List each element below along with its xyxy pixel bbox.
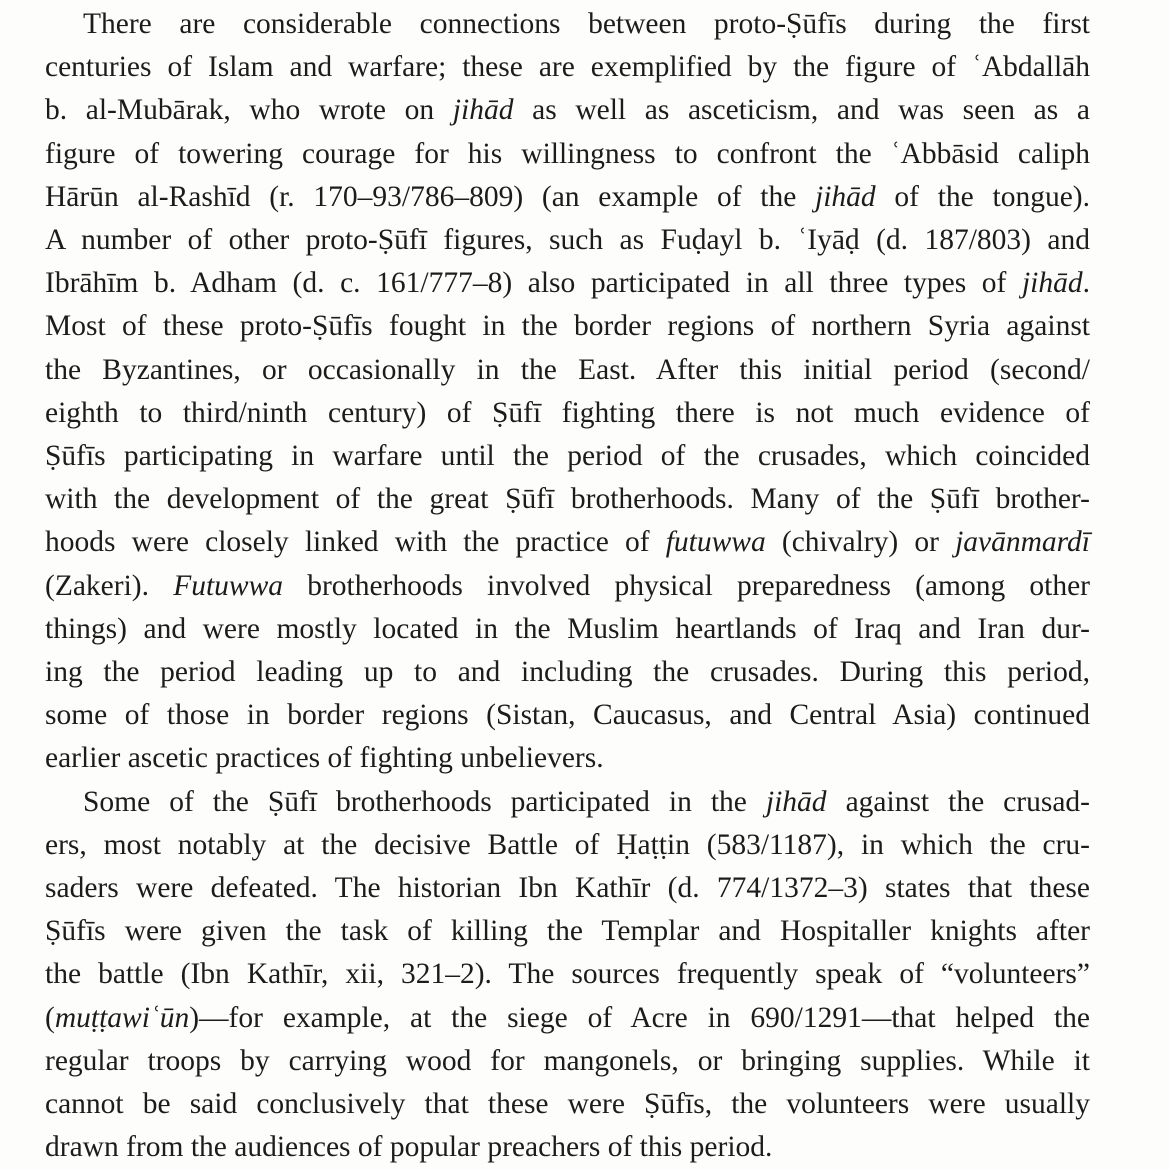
text-line (45, 521, 1090, 564)
text-run: centuries of Islam and warfare; these are exemplified by the figure of ʿAbdallāh (45, 51, 1090, 84)
italic-term: muṭṭawiʿūn (54, 1001, 190, 1034)
text-line (45, 867, 1090, 910)
text-run: as well as asceticism, and was seen as a (513, 94, 1090, 127)
text-run: earlier ascetic practices of fighting unbelievers. (45, 742, 604, 775)
text-run: A number of other proto-Ṣūfī figures, such as Fuḍayl b. ʿIyāḍ (d. 187/803) and (45, 224, 1090, 256)
text-run: There are considerable connections between proto-Ṣūfīs during the first (83, 8, 1090, 40)
text-line (45, 824, 1090, 867)
italic-term: jihād (815, 180, 876, 213)
text-line (45, 651, 1090, 694)
text-line (45, 997, 1090, 1040)
text-line (45, 953, 1090, 996)
text-run: some of those in border regions (Sistan, Caucasus, and Central Asia) continued (45, 699, 1090, 732)
text-run: hoods were closely linked with the practice of (45, 526, 666, 559)
text-run: Ibrāhīm b. Adham (d. c. 161/777–8) also participated in all three types of (45, 267, 1022, 300)
italic-term: javānmardī (955, 526, 1090, 559)
text-line (45, 262, 1090, 305)
text-line (45, 565, 1090, 608)
text-run: brotherhoods involved physical preparedness (among other (283, 569, 1091, 602)
text-line (45, 46, 1090, 89)
text-run: (chivalry) or (765, 526, 956, 559)
text-run: saders were defeated. The historian Ibn Kathīr (d. 774/1372–3) states that these (45, 872, 1090, 904)
text-run: of the tongue). (875, 180, 1090, 213)
text-run: . (1082, 267, 1090, 300)
text-run: ers, most notably at the decisive Battle of Ḥaṭṭin (583/1187), in which the cru- (45, 828, 1090, 861)
text-run: Most of these proto-Ṣūfīs fought in the border regions of northern Syria against (45, 310, 1090, 343)
text-run: against the crusad- (826, 785, 1090, 818)
text-run: regular troops by carrying wood for mangonels, or bringing supplies. While it (45, 1044, 1090, 1077)
text-line (45, 133, 1090, 176)
text-run: eighth to third/ninth century) of Ṣūfī fighting there is not much evidence of (45, 396, 1090, 429)
text-line (45, 305, 1090, 348)
text-line (45, 737, 1090, 780)
text-line (45, 910, 1090, 953)
text-run: cannot be said conclusively that these were Ṣūfīs, the volunteers were usually (45, 1088, 1090, 1120)
text-line (45, 435, 1090, 478)
text-line (45, 478, 1090, 521)
text-line (45, 349, 1090, 392)
text-line (45, 1040, 1090, 1083)
text-run: Ṣūfīs were given the task of killing the Templar and Hospitaller knights after (45, 915, 1090, 948)
text-line (45, 3, 1090, 46)
text-run: things) and were mostly located in the Muslim heartlands of Iraq and Iran dur- (45, 612, 1090, 645)
text-line (45, 1126, 1090, 1169)
text-line (45, 176, 1090, 219)
text-run: the Byzantines, or occasionally in the East. After this initial period (second/ (45, 353, 1090, 386)
text-run: )—for example, at the siege of Acre in 690/1291—that helped the (189, 1001, 1090, 1034)
text-line (45, 89, 1090, 132)
text-line (45, 781, 1090, 824)
italic-term: jihād (1021, 267, 1083, 300)
text-run: Hārūn al-Rashīd (r. 170–93/786–809) (an example of the (45, 180, 816, 213)
text-run: with the development of the great Ṣūfī brotherhoods. Many of the Ṣūfī brother- (45, 483, 1090, 516)
text-line (45, 608, 1090, 651)
text-line (45, 219, 1090, 262)
italic-term: jihād (765, 785, 827, 818)
text-line (45, 694, 1090, 737)
text-run: Some of the Ṣūfī brotherhoods participated in the (83, 785, 766, 818)
text-line (45, 1083, 1090, 1126)
italic-term: jihād (452, 94, 514, 127)
text-run: (Zakeri). (45, 569, 174, 602)
text-run: ing the period leading up to and including the crusades. During this period, (45, 656, 1090, 688)
italic-term: Futuwwa (173, 569, 284, 602)
italic-term: futuwwa (665, 526, 766, 559)
text-run: drawn from the audiences of popular preachers of this period. (45, 1131, 773, 1164)
text-line (45, 392, 1090, 435)
text-run: the battle (Ibn Kathīr, xii, 321–2). The sources frequently speak of “volunteers” (45, 958, 1090, 991)
text-run: b. al-Mubārak, who wrote on (45, 94, 453, 127)
text-run: ( (45, 1001, 55, 1034)
text-run: figure of towering courage for his willingness to confront the ʿAbbāsid caliph (45, 137, 1090, 170)
text-run: Ṣūfīs participating in warfare until the period of the crusades, which coincided (45, 440, 1090, 472)
